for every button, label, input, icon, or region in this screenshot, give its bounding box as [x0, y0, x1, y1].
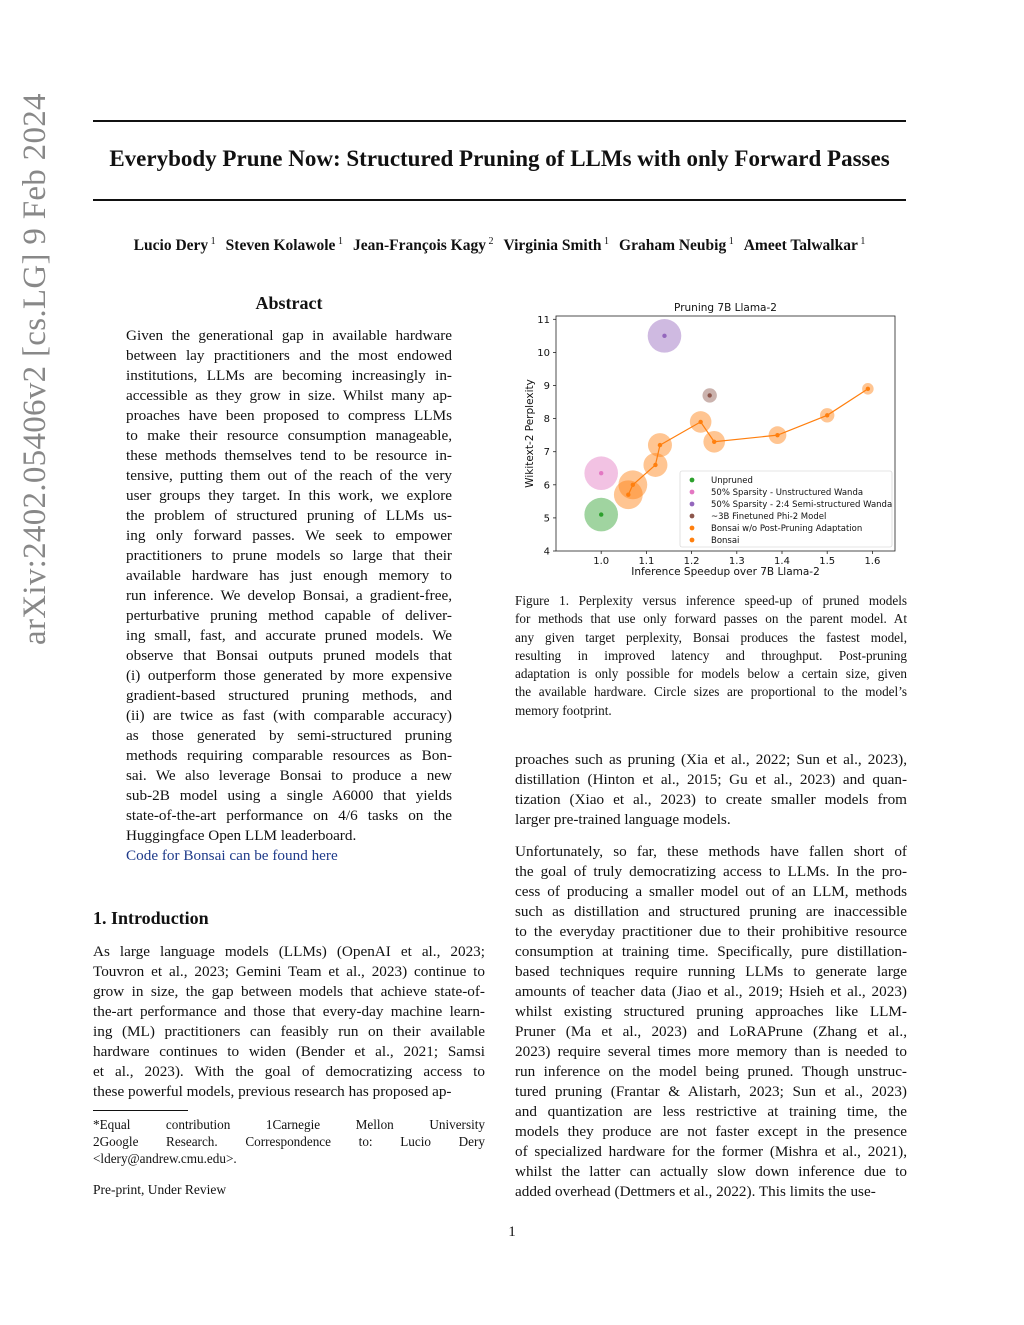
abstract-line: Given the generational gap in available hardware [126, 327, 452, 344]
caption-line: for methods that use only forward passes on the parent model. At [515, 611, 907, 627]
arxiv-identifier: arXiv:2402.05406v2 [cs.LG] 9 Feb 2024 [17, 93, 53, 645]
data-point-center [631, 483, 635, 487]
body-line: whilst the latter can actually slow down inference due to [515, 1163, 907, 1180]
legend-label: Bonsai [711, 536, 740, 546]
data-point-center [599, 512, 603, 516]
abstract-line: perturbative pruning method capable of deliver- [126, 607, 452, 624]
y-tick-label: 7 [543, 447, 550, 459]
abstract-line: observe that Bonsai outputs pruned models that [126, 647, 452, 664]
right-paragraph-1 [515, 750, 907, 830]
data-point-center [599, 471, 603, 475]
author-name: Steven Kolawole $^1$ [225, 236, 343, 255]
body-line: run inference on the model being pruned. Though unstruc- [515, 1063, 907, 1080]
abstract-line: sai. We also leverage Bonsai to produce a new [126, 767, 452, 784]
figure-1-chart [515, 296, 910, 578]
body-line: based techniques require running LLMs to generate large [515, 963, 907, 980]
intro-line: the-art performance and those that every-day machine learn- [93, 1003, 485, 1020]
intro-line: grow in size, the gap between models that achieve state-of- [93, 983, 485, 1000]
data-point-center [712, 440, 716, 444]
body-line: cess of producing a smaller model out of an LLM, methods [515, 883, 907, 900]
page-number: 1 [508, 1224, 516, 1240]
author-affiliation: 1 [857, 236, 866, 247]
author-affiliation: 1 [208, 236, 216, 247]
abstract-body [126, 326, 452, 866]
abstract-line: available hardware has just enough memory to [126, 567, 452, 584]
author-name: Graham Neubig $^1$ [619, 236, 734, 255]
section-heading-introduction: 1. Introduction [93, 908, 209, 928]
author-name: Lucio Dery $^1$ [133, 236, 216, 255]
y-tick-label: 11 [537, 314, 550, 326]
caption-line: adaptation is only possible for models below a certain size, given [515, 666, 907, 682]
data-point-center [653, 463, 657, 467]
body-line: Unfortunately, so far, these methods have fallen short of [515, 843, 907, 860]
data-point-center [707, 393, 711, 397]
y-tick-label: 5 [543, 513, 550, 525]
x-tick-label: 1.0 [593, 556, 610, 567]
author-name: Ameet Talwalkar $^1$ [743, 236, 866, 255]
y-axis-label: Wikitext-2 Perplexity [524, 379, 536, 488]
legend-label: Unpruned [711, 476, 753, 486]
abstract-line: (i) outperform those generated by more expensive [126, 667, 452, 684]
abstract-line: as those generated by semi-structured pruning [126, 727, 452, 744]
abstract-line: these methods themselves tend to be resource in- [126, 447, 452, 464]
abstract-line: accessible as they grow in size. Whilst many ap- [126, 387, 452, 404]
intro-line: these powerful models, previous research has proposed ap- [93, 1083, 452, 1100]
legend-marker [690, 490, 695, 495]
abstract-line: tensive, putting them out of the reach of the very [126, 467, 452, 484]
legend-label: 50% Sparsity - Unstructured Wanda [711, 488, 864, 498]
body-line: consumption at training time. Specifically, pure distillation- [515, 943, 907, 960]
title-bottom-rule [93, 199, 906, 201]
body-line: whilst existing structured pruning approaches like LLM- [515, 1003, 907, 1020]
x-tick-label: 1.1 [638, 556, 655, 567]
body-line: the goal of truly democratizing access to LLMs. In the pro- [515, 863, 907, 880]
legend-label: ~3B Finetuned Phi-2 Model [711, 512, 827, 522]
data-point-center [698, 420, 702, 424]
y-tick-label: 10 [537, 347, 550, 359]
x-axis-label: Inference Speedup over 7B Llama-2 [631, 566, 820, 578]
body-line: larger pre-trained language models. [515, 811, 731, 828]
abstract-line: methods requiring comparable resources as Bon- [126, 747, 452, 764]
author-name: Virginia Smith $^1$ [503, 236, 610, 255]
footnote-rule [93, 1110, 188, 1111]
author-affiliation: 1 [601, 236, 610, 247]
top-rule [93, 120, 906, 122]
intro-line: Touvron et al., 2023; Gemini Team et al., 2023) continue to [93, 963, 485, 980]
abstract-line: between lay practitioners and the most endowed [126, 347, 452, 364]
author-list [93, 236, 906, 255]
footnote-line: 2Google Research. Correspondence to: Lucio Dery [93, 1134, 485, 1149]
legend-marker [690, 526, 695, 531]
caption-line: memory footprint. [515, 702, 612, 718]
footnote-line: <ldery@andrew.cmu.edu>. [93, 1151, 237, 1166]
abstract-line: gradient-based structured pruning methods, and [126, 687, 452, 704]
body-line: Pruner (Ma et al., 2023) and LoRAPrune (Zhang et al., [515, 1023, 907, 1040]
body-line: added overhead (Dettmers et al., 2022). This limits the use- [515, 1183, 876, 1200]
author-affiliation: 2 [485, 236, 494, 247]
y-tick-label: 8 [543, 414, 550, 426]
body-line: 2023) require several times more memory than is needed to [515, 1043, 907, 1060]
abstract-line: Huggingface Open LLM leaderboard. [126, 827, 357, 844]
legend-marker [690, 502, 695, 507]
caption-line: the available hardware. Circle sizes are proportional to the model’s [515, 684, 907, 700]
chart-title: Pruning 7B Llama-2 [674, 302, 777, 314]
footnote [93, 1116, 485, 1167]
intro-line: hardware continues to widen (Bender et al., 2021; Samsi [93, 1043, 485, 1060]
legend-marker [690, 538, 695, 543]
x-tick-label: 1.5 [819, 556, 836, 567]
legend-marker [690, 478, 695, 483]
legend-label: 50% Sparsity - 2:4 Semi-structured Wanda [711, 500, 893, 510]
caption-line: resulting in improved latency and throughput. Post-pruning [515, 647, 907, 663]
figure-caption [515, 592, 907, 720]
body-line: proaches such as pruning (Xia et al., 2022; Sun et al., 2023), [515, 751, 907, 768]
abstract-line: proaches have been proposed to compress LLMs [126, 407, 452, 424]
data-point-center [825, 413, 829, 417]
data-point-center [866, 387, 870, 391]
abstract-line: sub-2B model using a single A6000 that yields [126, 787, 452, 804]
body-line: amounts of teacher data (Jiao et al., 2019; Hsieh et al., 2023) [515, 983, 907, 1000]
legend-marker [690, 514, 695, 519]
intro-paragraph [93, 942, 485, 1102]
abstract-line: state-of-the-art performance on 4/6 tasks on the [126, 807, 452, 824]
body-line: tization (Xiao et al., 2023) to create smaller models from [515, 791, 907, 808]
data-point-center [658, 443, 662, 447]
abstract-line: user groups they target. In this work, we explore [126, 487, 452, 504]
paper-title: Everybody Prune Now: Structured Pruning of LLMs with only Forward Passes [109, 146, 890, 171]
abstract-heading: Abstract [255, 293, 323, 313]
body-line: of specialized hardware for the former (Mishra et al., 2021), [515, 1143, 907, 1160]
author-affiliation: 1 [726, 236, 734, 247]
body-line: models they produce are not faster except in the presence [515, 1123, 907, 1140]
abstract-line: institutions, LLMs are becoming increasingly in- [126, 367, 452, 384]
body-line: to the everyday practitioner due to their prohibitive resource [515, 923, 907, 940]
code-link[interactable]: Code for Bonsai can be found here [126, 847, 338, 864]
data-point-center [662, 334, 666, 338]
y-tick-label: 6 [543, 480, 550, 492]
data-point-center [775, 433, 779, 437]
author-affiliation: 1 [335, 236, 343, 247]
caption-line: Figure 1. Perplexity versus inference speed-up of pruned models [515, 593, 907, 608]
x-tick-label: 1.6 [864, 556, 881, 567]
intro-line: As large language models (LLMs) (OpenAI et al., 2023; [93, 943, 485, 960]
caption-line: any given target perplexity, Bonsai produces the fastest model, [515, 629, 907, 645]
abstract-line: run inference. We develop Bonsai, a gradient-free, [126, 587, 452, 604]
body-line: tured pruning (Frantar & Alistarh, 2023; Sun et al., 2023) [515, 1083, 907, 1100]
x-tick-label: 1.2 [683, 556, 700, 567]
abstract-line: the problem of structured pruning of LLMs us- [126, 507, 452, 524]
author-name: Jean-François Kagy $^2$ [352, 236, 494, 255]
abstract-line: ing small, fast, and accurate pruned models. We [126, 627, 452, 644]
body-line: and quantization are less restrictive at training time, the [515, 1103, 907, 1120]
right-paragraph-2 [515, 842, 907, 1202]
legend-label: Bonsai w/o Post-Pruning Adaptation [711, 524, 863, 534]
x-tick-label: 1.3 [728, 556, 745, 567]
abstract-line: to make their resource consumption manageable, [126, 427, 452, 444]
abstract-line: practitioners to prune models so large that their [126, 547, 452, 564]
y-tick-label: 9 [543, 381, 550, 393]
preprint-note: Pre-print, Under Review [93, 1182, 227, 1197]
abstract-line: (ii) are twice as fast (with comparable accuracy) [126, 707, 452, 724]
body-line: such as distillation and structured pruning are inaccessible [515, 903, 907, 920]
body-line: distillation (Hinton et al., 2015; Gu et al., 2023) and quan- [515, 771, 907, 788]
intro-line: et al., 2023). With the goal of democratizing access to [93, 1063, 485, 1080]
y-tick-label: 4 [543, 546, 550, 558]
footnote-line: *Equal contribution 1Carnegie Mellon University [93, 1117, 485, 1132]
intro-line: ing (ML) practitioners can feasibly run on their available [93, 1023, 485, 1040]
x-tick-label: 1.4 [774, 556, 790, 567]
abstract-line: ing only forward passes. We seek to empower [126, 527, 452, 544]
